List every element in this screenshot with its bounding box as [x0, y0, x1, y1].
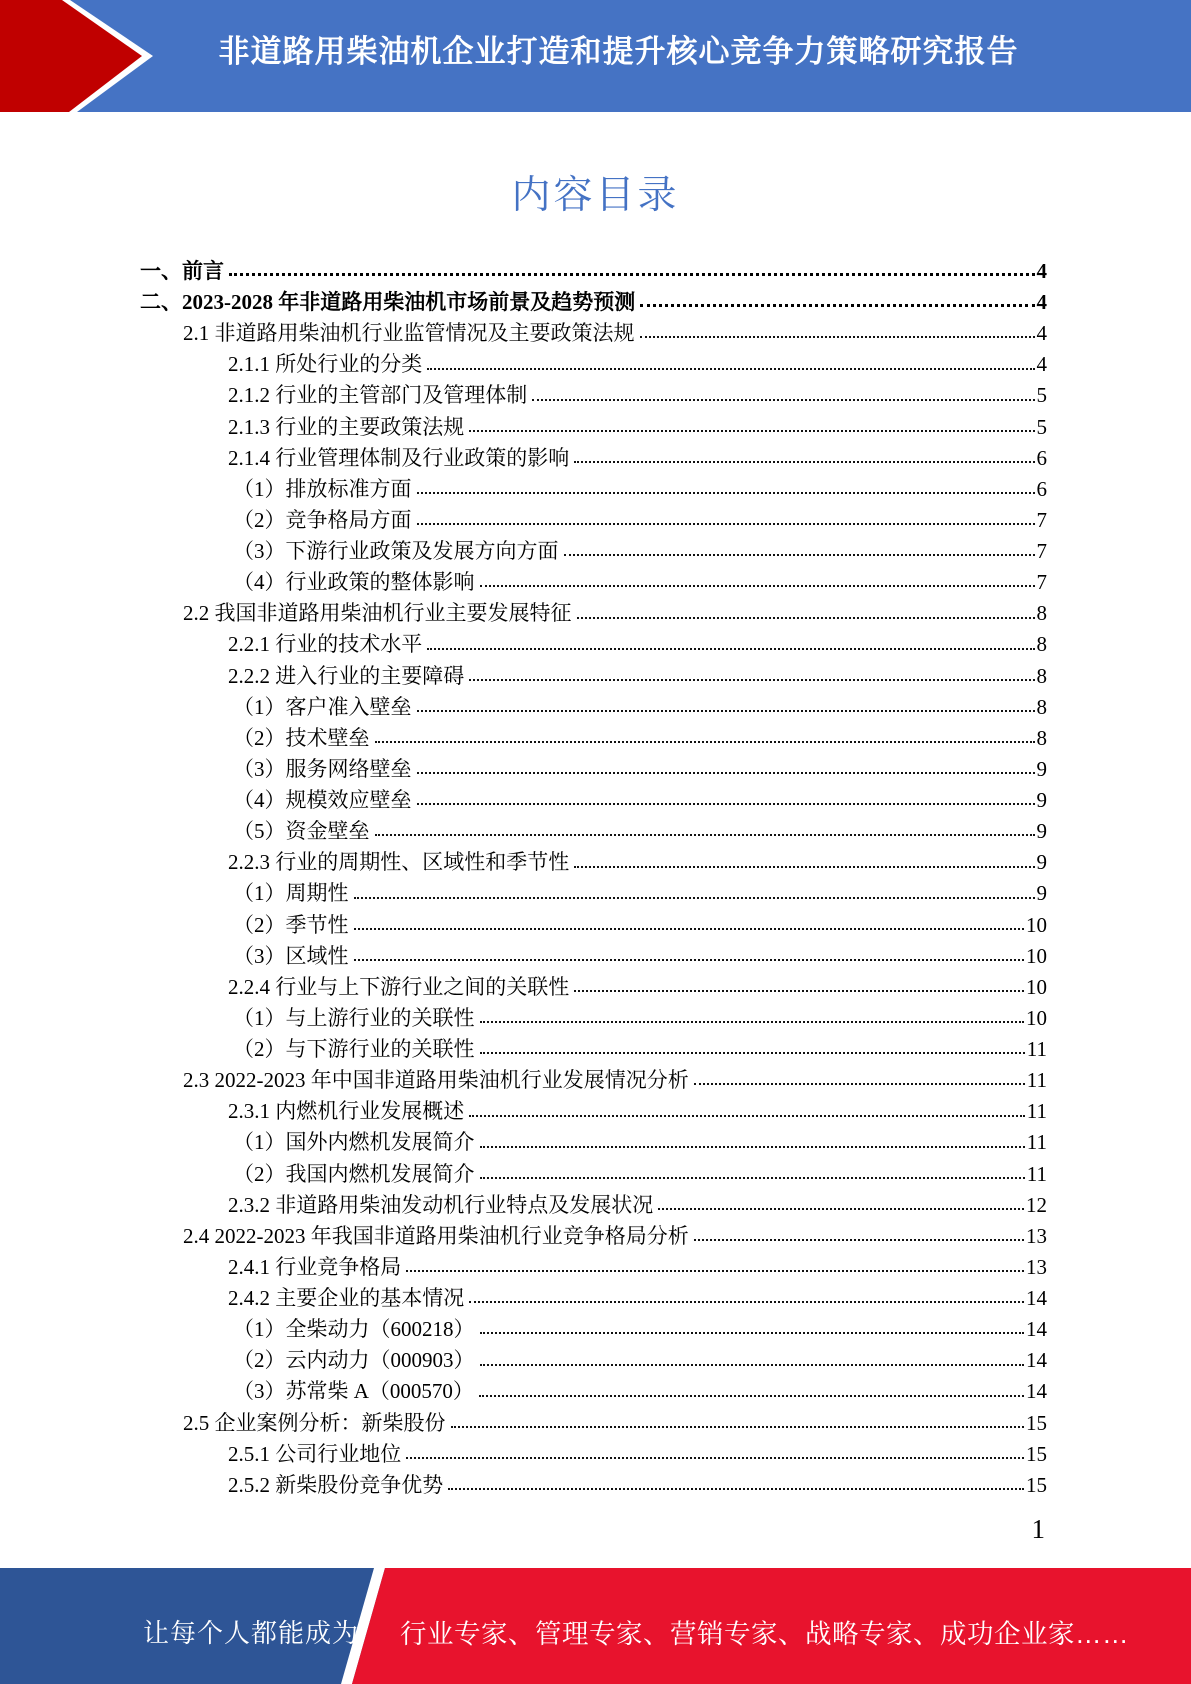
- toc-entry: [140, 1217, 1047, 1248]
- toc-entry-label: （5）资金壁垒: [233, 819, 370, 844]
- toc-dot-leader: [640, 336, 1035, 338]
- toc-entry: [140, 1310, 1047, 1341]
- toc-dot-leader: [448, 1488, 1024, 1490]
- toc-entry-page: 4: [1036, 321, 1047, 346]
- toc-entry-page: 13: [1026, 1223, 1047, 1248]
- toc-dot-leader: [564, 554, 1035, 556]
- toc-entry-label: 2.2.1 行业的技术水平: [228, 632, 423, 657]
- toc-title: 内容目录: [511, 174, 680, 217]
- toc-entry: [140, 408, 1047, 439]
- toc-entry: [140, 812, 1047, 843]
- toc-dot-leader: [479, 1395, 1024, 1397]
- toc-entry-label: 2.5.1 公司行业地位: [228, 1441, 402, 1466]
- toc-dot-leader: [469, 1115, 1025, 1117]
- toc-entry-label: 2.2.4 行业与上下游行业之间的关联性: [228, 974, 570, 999]
- toc-entry: [140, 501, 1047, 532]
- toc-entry-label: （3）下游行业政策及发展方向方面: [233, 539, 559, 564]
- toc-entry: [140, 252, 1047, 283]
- toc-entry: [140, 1248, 1047, 1279]
- toc-entry-label: （2）云内动力（000903）: [233, 1348, 475, 1373]
- toc-entry: [140, 1186, 1047, 1217]
- toc-entry-label: 2.4.1 行业竞争格局: [228, 1254, 402, 1279]
- toc-entry-page: 13: [1026, 1254, 1047, 1279]
- toc-entry: [140, 563, 1047, 594]
- toc-dot-leader: [577, 617, 1035, 619]
- toc-entry-page: 11: [1026, 1037, 1047, 1062]
- toc-entry-label: （1）国外内燃机发展简介: [233, 1130, 475, 1155]
- toc-entry-page: 14: [1026, 1379, 1047, 1404]
- toc-entry-page: 7: [1036, 539, 1047, 564]
- page-number: 1: [1031, 1514, 1045, 1544]
- toc-entry-label: （1）周期性: [233, 881, 349, 906]
- toc-entry-page: 7: [1036, 570, 1047, 595]
- toc-entry-page: 8: [1036, 663, 1047, 688]
- toc-dot-leader: [417, 772, 1035, 774]
- toc-entry-label: 2.4 2022-2023 年我国非道路用柴油机行业竞争格局分析: [183, 1223, 689, 1248]
- toc-entry-label: 二、2023-2028 年非道路用柴油机市场前景及趋势预测: [140, 290, 636, 315]
- toc-entry: [140, 594, 1047, 625]
- toc-entry-label: （2）技术壁垒: [233, 725, 370, 750]
- toc-entry-label: 2.3 2022-2023 年中国非道路用柴油机行业发展情况分析: [183, 1068, 689, 1093]
- toc-dot-leader: [480, 585, 1035, 587]
- toc-entry-page: 9: [1036, 850, 1047, 875]
- toc-entry-page: 4: [1036, 352, 1047, 377]
- toc-entry-page: 11: [1026, 1099, 1047, 1124]
- toc-entry-page: 11: [1026, 1130, 1047, 1155]
- toc-dot-leader: [574, 461, 1034, 463]
- footer-slogan-right: 行业专家、管理专家、营销专家、战略专家、成功企业家……: [400, 1619, 1129, 1649]
- toc-dot-leader: [406, 1457, 1024, 1459]
- toc-dot-leader: [417, 523, 1035, 525]
- toc-entry-page: 11: [1026, 1068, 1047, 1093]
- toc-entry-label: （4）规模效应壁垒: [233, 788, 412, 813]
- toc-entry-label: （3）苏常柴 A（000570）: [233, 1379, 474, 1404]
- toc-dot-leader: [417, 492, 1035, 494]
- toc-dot-leader: [417, 803, 1035, 805]
- toc-entry: [140, 657, 1047, 688]
- toc-entry: [140, 999, 1047, 1030]
- toc-entry-label: 2.5 企业案例分析：新柴股份: [183, 1410, 446, 1435]
- toc-entry-label: （2）我国内燃机发展简介: [233, 1161, 475, 1186]
- toc-list: [140, 252, 1047, 1497]
- toc-dot-leader: [658, 1208, 1024, 1210]
- toc-entry-page: 9: [1036, 788, 1047, 813]
- toc-dot-leader: [406, 1270, 1024, 1272]
- toc-entry-page: 8: [1036, 632, 1047, 657]
- toc-dot-leader: [480, 1146, 1025, 1148]
- toc-dot-leader: [640, 304, 1034, 307]
- toc-entry: [140, 1435, 1047, 1466]
- toc-entry-page: 15: [1026, 1410, 1047, 1435]
- toc-entry: [140, 1155, 1047, 1186]
- toc-entry-label: 2.3.1 内燃机行业发展概述: [228, 1099, 465, 1124]
- toc-entry: [140, 314, 1047, 345]
- toc-entry: [140, 1373, 1047, 1404]
- toc-entry: [140, 719, 1047, 750]
- toc-dot-leader: [694, 1083, 1025, 1085]
- toc-dot-leader: [480, 1021, 1025, 1023]
- toc-entry-page: 9: [1036, 881, 1047, 906]
- toc-entry: [140, 532, 1047, 563]
- toc-entry: [140, 937, 1047, 968]
- toc-entry-page: 15: [1026, 1472, 1047, 1497]
- toc-entry-label: （3）服务网络壁垒: [233, 756, 412, 781]
- toc-entry-label: 2.4.2 主要企业的基本情况: [228, 1286, 465, 1311]
- toc-entry-page: 11: [1026, 1161, 1047, 1186]
- toc-entry: [140, 1092, 1047, 1123]
- toc-entry: [140, 1466, 1047, 1497]
- toc-entry: [140, 1124, 1047, 1155]
- toc-entry: [140, 283, 1047, 314]
- toc-entry-label: 2.1.4 行业管理体制及行业政策的影响: [228, 445, 570, 470]
- toc-dot-leader: [427, 368, 1034, 370]
- toc-entry: [140, 781, 1047, 812]
- toc-entry-page: 4: [1036, 290, 1047, 315]
- toc-entry-label: （2）季节性: [233, 912, 349, 937]
- toc-entry-page: 10: [1026, 974, 1047, 999]
- toc-entry-page: 14: [1026, 1286, 1047, 1311]
- toc-entry: [140, 750, 1047, 781]
- footer-band: [0, 1568, 1191, 1684]
- toc-dot-leader: [469, 679, 1034, 681]
- toc-entry-label: 2.5.2 新柴股份竞争优势: [228, 1472, 444, 1497]
- report-title: 非道路用柴油机企业打造和提升核心竞争力策略研究报告: [218, 34, 1019, 69]
- toc-entry: [140, 1030, 1047, 1061]
- toc-entry-page: 9: [1036, 819, 1047, 844]
- toc-entry-label: （1）全柴动力（600218）: [233, 1317, 475, 1342]
- toc-entry-label: 2.1.1 所处行业的分类: [228, 352, 423, 377]
- toc-entry: [140, 968, 1047, 999]
- toc-entry-page: 5: [1036, 414, 1047, 439]
- toc-entry: [140, 688, 1047, 719]
- toc-dot-leader: [229, 273, 1035, 276]
- toc-entry-page: 10: [1026, 912, 1047, 937]
- toc-entry-page: 12: [1026, 1192, 1047, 1217]
- toc-entry: [140, 906, 1047, 937]
- toc-dot-leader: [480, 1364, 1025, 1366]
- toc-dot-leader: [532, 399, 1034, 401]
- toc-entry-label: 2.3.2 非道路用柴油发动机行业特点及发展状况: [228, 1192, 654, 1217]
- toc-entry-page: 4: [1036, 258, 1047, 283]
- header-band: [0, 0, 1191, 112]
- toc-entry-label: 2.1.2 行业的主管部门及管理体制: [228, 383, 528, 408]
- toc-entry-label: （1）与上游行业的关联性: [233, 1005, 475, 1030]
- toc-entry-page: 5: [1036, 383, 1047, 408]
- toc-dot-leader: [375, 741, 1035, 743]
- toc-entry: [140, 439, 1047, 470]
- toc-dot-leader: [417, 710, 1035, 712]
- toc-entry-page: 10: [1026, 1005, 1047, 1030]
- toc-entry-page: 10: [1026, 943, 1047, 968]
- toc-dot-leader: [480, 1052, 1025, 1054]
- toc-entry: [140, 626, 1047, 657]
- toc-entry-label: （1）客户准入壁垒: [233, 694, 412, 719]
- toc-entry: [140, 1341, 1047, 1372]
- toc-entry-page: 6: [1036, 476, 1047, 501]
- toc-entry-page: 8: [1036, 725, 1047, 750]
- toc-entry: [140, 1279, 1047, 1310]
- toc-dot-leader: [469, 1301, 1024, 1303]
- toc-dot-leader: [480, 1332, 1025, 1334]
- toc-entry-label: （1）排放标准方面: [233, 476, 412, 501]
- toc-entry-label: 2.2.2 进入行业的主要障碍: [228, 663, 465, 688]
- toc-dot-leader: [427, 648, 1034, 650]
- toc-entry-page: 15: [1026, 1441, 1047, 1466]
- toc-entry-label: （3）区域性: [233, 943, 349, 968]
- toc-entry-label: （2）竞争格局方面: [233, 507, 412, 532]
- toc-entry-label: （4）行业政策的整体影响: [233, 570, 475, 595]
- toc-dot-leader: [451, 1426, 1025, 1428]
- toc-entry-label: 2.1.3 行业的主要政策法规: [228, 414, 465, 439]
- toc-entry: [140, 843, 1047, 874]
- footer-slogan-left: 让每个人都能成为: [143, 1618, 360, 1648]
- toc-entry: [140, 345, 1047, 376]
- toc-entry-page: 8: [1036, 601, 1047, 626]
- toc-entry: [140, 470, 1047, 501]
- toc-dot-leader: [375, 834, 1035, 836]
- toc-entry: [140, 1404, 1047, 1435]
- toc-entry-label: （2）与下游行业的关联性: [233, 1037, 475, 1062]
- toc-dot-leader: [469, 430, 1034, 432]
- toc-dot-leader: [694, 1239, 1024, 1241]
- toc-entry-page: 14: [1026, 1348, 1047, 1373]
- toc-entry-label: 一、前言: [140, 258, 224, 283]
- toc-entry: [140, 377, 1047, 408]
- toc-entry: [140, 1061, 1047, 1092]
- toc-entry-page: 7: [1036, 507, 1047, 532]
- toc-dot-leader: [574, 866, 1034, 868]
- toc-dot-leader: [354, 928, 1025, 930]
- toc-dot-leader: [480, 1177, 1025, 1179]
- toc-entry-label: 2.2 我国非道路用柴油机行业主要发展特征: [183, 601, 572, 626]
- toc-dot-leader: [354, 959, 1025, 961]
- toc-entry-page: 14: [1026, 1317, 1047, 1342]
- toc-entry-label: 2.2.3 行业的周期性、区域性和季节性: [228, 850, 570, 875]
- toc-entry-page: 8: [1036, 694, 1047, 719]
- toc-entry-label: 2.1 非道路用柴油机行业监管情况及主要政策法规: [183, 321, 635, 346]
- toc-dot-leader: [354, 897, 1035, 899]
- toc-entry: [140, 875, 1047, 906]
- toc-dot-leader: [574, 990, 1024, 992]
- toc-entry-page: 6: [1036, 445, 1047, 470]
- toc-entry-page: 9: [1036, 756, 1047, 781]
